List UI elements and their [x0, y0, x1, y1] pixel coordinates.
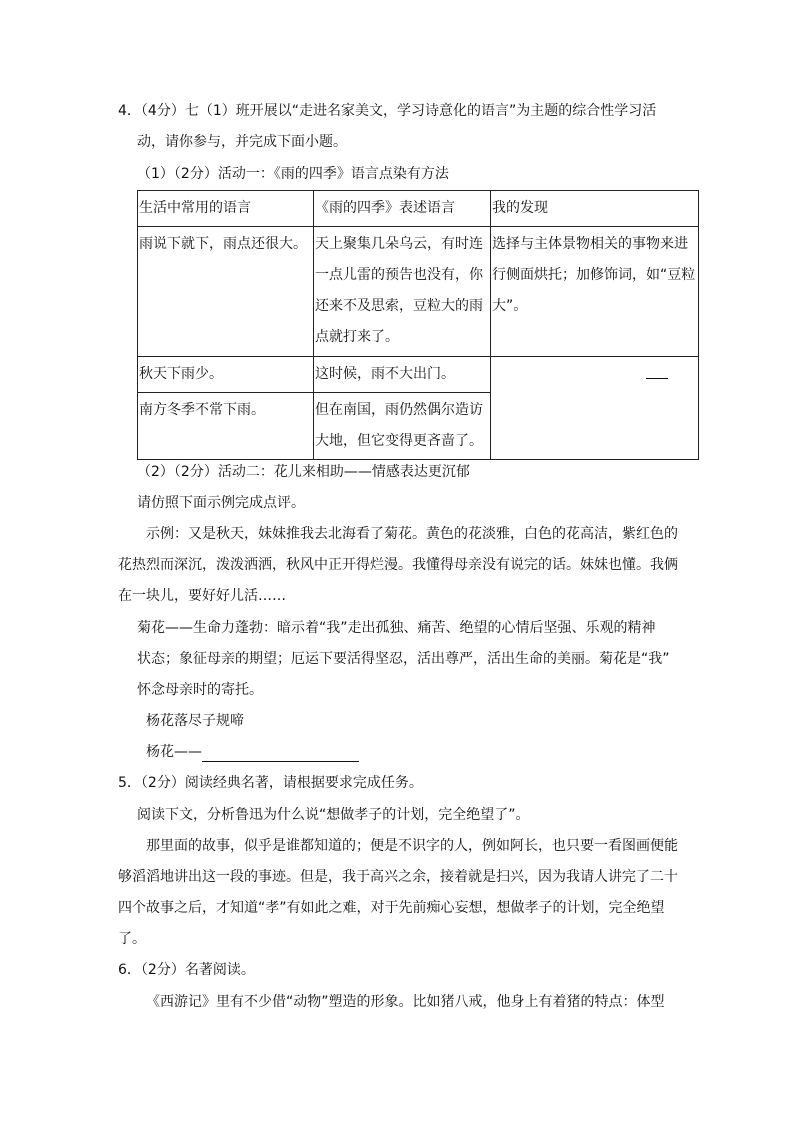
q5-passage-line-4: 了。 [118, 931, 146, 947]
q6-passage-line-1: 《西游记》里有不少借“动物”塑造的形象。比如猪八戒，他身上有着猪的特点：体型 [146, 994, 665, 1010]
q5-stem: 5．（2分）阅读经典名著，请根据要求完成任务。 [118, 775, 423, 791]
table-header-row [138, 191, 699, 227]
table-cell: 秋天下雨少。 [138, 357, 314, 393]
table-row [138, 227, 699, 357]
table-cell: 选择与主体景物相关的事物来进行侧面烘托；加修饰词，如“豆粒大”。 [491, 227, 699, 357]
answer-blank-line [646, 372, 668, 379]
q5-instruction: 阅读下文，分析鲁迅为什么说“想做孝子的计划，完全绝望了”。 [137, 807, 530, 823]
table-cell: 雨说下就下，雨点还很大。 [138, 227, 314, 357]
q4-instruction: 请仿照下面示例完成点评。 [137, 495, 305, 511]
q5-passage-line-1: 那里面的故事，似乎是谁都知道的；便是不识字的人，例如阿长，也只要一看图画便能 [146, 838, 678, 854]
q4-stem-line2: 动，请你参与，并完成下面小题。 [137, 134, 347, 150]
poem-line: 杨花落尽子规啼 [146, 713, 244, 729]
answer-prefix: 杨花—— [146, 744, 202, 760]
q4-subquestion-1: （1）（2分）活动一：《雨的四季》语言点染有方法 [137, 166, 449, 182]
answer-blank[interactable] [202, 743, 359, 762]
example-line-2: 花热烈而深沉，泼泼洒洒，秋风中正开得烂漫。我懂得母亲没有说完的话。妹妹也懂。我俩 [118, 557, 678, 573]
q5-passage-line-2: 够滔滔地讲出这一段的事迹。但是，我于高兴之余，接着就是扫兴，因为我请人讲完了二十 [118, 869, 678, 885]
q4-stem-line1: 4．（4分）七（1）班开展以“走进名家美文，学习诗意化的语言”为主题的综合性学习活 [118, 103, 657, 119]
table-cell: 天上聚集几朵乌云，有时连一点儿雷的预告也没有，你还来不及思索，豆粒大的雨点就打来了。 [314, 227, 491, 357]
answer-line [146, 742, 359, 762]
table-cell: 但在南国，雨仍然偶尔造访大地，但它变得更吝啬了。 [314, 393, 491, 460]
table-cell: 南方冬季不常下雨。 [138, 393, 314, 460]
table-cell: 这时候，雨不大出门。 [314, 357, 491, 393]
example-line-3: 在一块儿，要好好儿活…… [118, 588, 286, 604]
comment-line-1: 菊花——生命力蓬勃：暗示着“我”走出孤独、痛苦、绝望的心情后坚强、乐观的精神 [137, 620, 656, 636]
q5-passage-line-3: 四个故事之后，才知道“孝”有如此之难，对于先前痴心妄想，想做孝子的计划，完全绝望 [118, 900, 665, 916]
table-header: 生活中常用的语言 [138, 191, 314, 227]
language-comparison-table [137, 190, 699, 460]
example-line-1: 示例：又是秋天，妹妹推我去北海看了菊花。黄色的花淡雅，白色的花高洁，紫红色的 [146, 526, 678, 542]
comment-line-2: 状态；象征母亲的期望；厄运下要活得坚忍，活出尊严，活出生命的美丽。菊花是“我” [137, 651, 670, 667]
table-row [138, 357, 699, 393]
q4-subquestion-2: （2）（2分）活动二：花儿来相助——情感表达更沉郁 [137, 464, 470, 480]
table-header: 《雨的四季》表述语言 [314, 191, 491, 227]
comment-line-3: 怀念母亲时的寄托。 [137, 682, 263, 698]
q6-stem: 6．（2分）名著阅读。 [118, 962, 255, 978]
table-header: 我的发现 [491, 191, 699, 227]
